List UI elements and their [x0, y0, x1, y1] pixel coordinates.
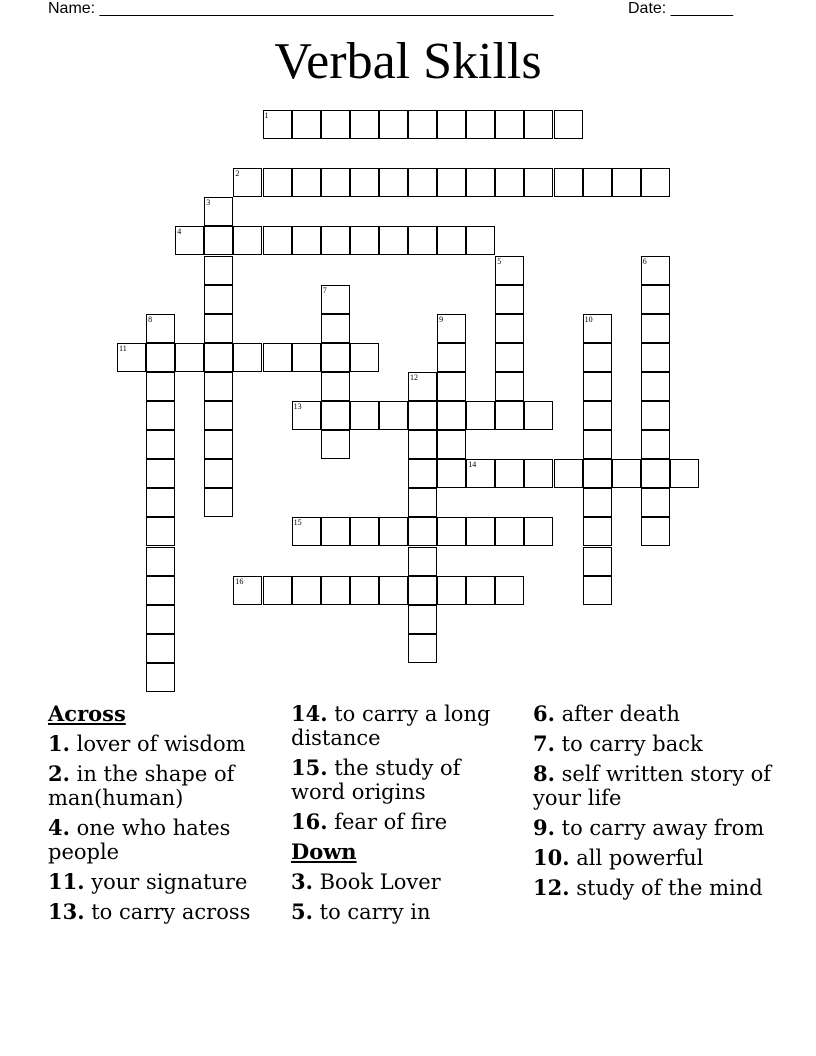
clue-number-9: 9	[439, 314, 444, 324]
grid-cell[interactable]	[321, 343, 350, 372]
clue-number-1: 1	[264, 111, 269, 120]
clue-across-16: 16. fear of fire	[291, 809, 448, 834]
grid-cell[interactable]	[408, 488, 437, 517]
grid-cell[interactable]	[437, 226, 466, 255]
grid-cell[interactable]	[495, 285, 524, 314]
clue-number-6: 6	[642, 256, 647, 266]
grid-cell[interactable]	[292, 110, 321, 139]
grid-cell[interactable]	[263, 576, 292, 605]
grid-cell[interactable]	[204, 285, 233, 314]
grid-cell[interactable]	[350, 576, 379, 605]
clue-column-1	[48, 702, 288, 930]
clue-down-3: 3. Book Lover	[291, 869, 441, 894]
grid-cell[interactable]	[292, 226, 321, 255]
grid-cell[interactable]	[583, 401, 612, 430]
grid-cell[interactable]	[495, 401, 524, 430]
grid-cell[interactable]	[379, 401, 408, 430]
grid-cell[interactable]	[204, 459, 233, 488]
grid-cell[interactable]	[350, 110, 379, 139]
grid-cell[interactable]	[292, 343, 321, 372]
grid-cell[interactable]	[146, 576, 175, 605]
grid-cell[interactable]	[350, 168, 379, 197]
grid-cell[interactable]	[146, 401, 175, 430]
grid-cell[interactable]	[408, 576, 437, 605]
clue-down-9: 9. to carry away from	[533, 815, 765, 840]
grid-cell[interactable]	[146, 517, 175, 546]
grid-cell[interactable]	[437, 372, 466, 401]
grid-cell[interactable]	[350, 401, 379, 430]
grid-cell[interactable]	[495, 459, 524, 488]
grid-cell[interactable]	[554, 110, 583, 139]
grid-cell[interactable]	[612, 459, 641, 488]
grid-cell[interactable]	[641, 517, 670, 546]
clue-number-10: 10	[584, 314, 593, 324]
clue-down-5: 5. to carry in	[291, 899, 431, 924]
clue-down-7: 7. to carry back	[533, 731, 703, 756]
grid-cell[interactable]	[437, 430, 466, 459]
grid-cell[interactable]	[379, 226, 408, 255]
grid-cell[interactable]	[583, 576, 612, 605]
grid-cell[interactable]	[204, 488, 233, 517]
grid-cell[interactable]	[408, 634, 437, 663]
grid-cell[interactable]	[524, 110, 553, 139]
grid-cell[interactable]	[554, 459, 583, 488]
grid-cell[interactable]	[146, 634, 175, 663]
grid-cell[interactable]	[350, 343, 379, 372]
grid-cell[interactable]	[641, 168, 670, 197]
grid-cell[interactable]	[641, 488, 670, 517]
grid-cell[interactable]	[437, 343, 466, 372]
grid-cell[interactable]	[583, 168, 612, 197]
grid-cell[interactable]	[146, 488, 175, 517]
clue-number-13: 13	[293, 402, 302, 411]
grid-cell[interactable]	[641, 459, 670, 488]
grid-cell[interactable]	[583, 459, 612, 488]
clue-column-2	[291, 702, 521, 930]
grid-cell[interactable]	[146, 459, 175, 488]
grid-cell[interactable]	[321, 372, 350, 401]
down-heading: Down	[291, 839, 357, 864]
grid-cell[interactable]	[204, 401, 233, 430]
grid-cell[interactable]	[524, 459, 553, 488]
grid-cell[interactable]	[466, 168, 495, 197]
grid-cell[interactable]	[204, 314, 233, 343]
grid-cell[interactable]	[321, 401, 350, 430]
grid-cell[interactable]	[379, 168, 408, 197]
clue-down-10: 10. all powerful	[533, 845, 704, 870]
grid-cell[interactable]	[321, 430, 350, 459]
grid-cell[interactable]	[437, 576, 466, 605]
grid-cell[interactable]	[321, 314, 350, 343]
grid-cell[interactable]	[292, 576, 321, 605]
clue-down-6: 6. after death	[533, 701, 680, 726]
grid-cell[interactable]	[146, 605, 175, 634]
clue-column-3	[533, 702, 773, 906]
name-field-label: Name: ___________________________________________________	[48, 0, 554, 17]
grid-cell[interactable]	[495, 168, 524, 197]
grid-cell[interactable]	[495, 343, 524, 372]
clue-across-4: 4. one who hates people	[48, 815, 231, 864]
grid-cell[interactable]	[466, 576, 495, 605]
grid-cell[interactable]	[204, 430, 233, 459]
grid-cell[interactable]	[495, 576, 524, 605]
grid-cell[interactable]	[408, 547, 437, 576]
grid-cell[interactable]	[641, 343, 670, 372]
grid-cell[interactable]	[495, 372, 524, 401]
grid-cell[interactable]	[612, 168, 641, 197]
clue-across-15: 15. the study of word origins	[291, 755, 461, 804]
grid-cell[interactable]	[583, 372, 612, 401]
grid-cell[interactable]	[204, 256, 233, 285]
grid-cell[interactable]	[495, 517, 524, 546]
grid-cell[interactable]	[495, 110, 524, 139]
grid-cell[interactable]	[204, 343, 233, 372]
grid-cell[interactable]	[583, 547, 612, 576]
grid-cell[interactable]	[583, 343, 612, 372]
clue-across-14: 14. to carry a long distance	[291, 701, 491, 750]
grid-cell[interactable]	[408, 605, 437, 634]
page-title: Verbal Skills	[274, 33, 542, 90]
grid-cell[interactable]	[466, 226, 495, 255]
grid-cell[interactable]	[437, 110, 466, 139]
grid-cell[interactable]	[408, 401, 437, 430]
grid-cell[interactable]	[437, 517, 466, 546]
grid-cell[interactable]	[466, 401, 495, 430]
clue-across-2: 2. in the shape of man(human)	[48, 761, 235, 810]
grid-cell[interactable]	[408, 517, 437, 546]
grid-cell[interactable]	[350, 226, 379, 255]
grid-cell[interactable]	[321, 517, 350, 546]
grid-cell[interactable]	[146, 343, 175, 372]
grid-cell[interactable]	[146, 372, 175, 401]
grid-cell[interactable]	[321, 576, 350, 605]
grid-cell[interactable]	[233, 226, 262, 255]
grid-cell[interactable]	[554, 168, 583, 197]
grid-cell[interactable]	[321, 110, 350, 139]
grid-cell[interactable]	[495, 314, 524, 343]
grid-cell[interactable]	[321, 226, 350, 255]
clue-number-8: 8	[148, 314, 153, 324]
grid-cell[interactable]	[146, 547, 175, 576]
clue-number-4: 4	[177, 227, 182, 237]
grid-cell[interactable]	[146, 663, 175, 692]
date-field-label: Date: _______	[628, 0, 733, 17]
clue-across-11: 11. your signature	[48, 869, 248, 894]
grid-cell[interactable]	[379, 110, 408, 139]
grid-cell[interactable]	[321, 168, 350, 197]
grid-cell[interactable]	[524, 168, 553, 197]
grid-cell[interactable]	[204, 372, 233, 401]
grid-cell[interactable]	[437, 459, 466, 488]
grid-cell[interactable]	[583, 430, 612, 459]
grid-cell[interactable]	[408, 430, 437, 459]
grid-cell[interactable]	[641, 314, 670, 343]
grid-cell[interactable]	[263, 226, 292, 255]
clue-number-12: 12	[410, 372, 418, 382]
grid-cell[interactable]	[146, 430, 175, 459]
grid-cell[interactable]	[670, 459, 699, 488]
grid-cell[interactable]	[641, 285, 670, 314]
clue-number-11: 11	[119, 343, 127, 353]
grid-cell[interactable]	[641, 430, 670, 459]
clue-number-3: 3	[206, 198, 211, 208]
clue-number-5: 5	[497, 256, 502, 266]
grid-cell[interactable]	[408, 226, 437, 255]
grid-cell[interactable]	[641, 401, 670, 430]
grid-cell[interactable]	[233, 343, 262, 372]
across-heading: Across	[48, 701, 126, 726]
grid-cell[interactable]	[379, 517, 408, 546]
grid-cell[interactable]	[175, 343, 204, 372]
grid-cell[interactable]	[524, 401, 553, 430]
clue-number-15: 15	[293, 518, 302, 528]
grid-cell[interactable]	[379, 576, 408, 605]
grid-cell[interactable]	[292, 168, 321, 197]
grid-cell[interactable]	[524, 517, 553, 546]
clue-number-14: 14	[468, 460, 477, 470]
grid-cell[interactable]	[263, 343, 292, 372]
grid-cell[interactable]	[263, 168, 292, 197]
clue-number-7: 7	[322, 285, 327, 295]
clue-across-1: 1. lover of wisdom	[48, 731, 246, 756]
grid-cell[interactable]	[408, 110, 437, 139]
grid-cell[interactable]	[408, 168, 437, 197]
grid-cell[interactable]	[408, 459, 437, 488]
clue-number-2: 2	[235, 169, 240, 179]
grid-cell[interactable]	[466, 517, 495, 546]
grid-cell[interactable]	[204, 226, 233, 255]
clue-down-8: 8. self written story of your life	[533, 761, 772, 810]
grid-cell[interactable]	[466, 110, 495, 139]
clue-number-16: 16	[235, 576, 244, 586]
clue-across-13: 13. to carry across	[48, 899, 251, 924]
grid-cell[interactable]	[437, 168, 466, 197]
clue-down-12: 12. study of the mind	[533, 875, 763, 900]
grid-cell[interactable]	[641, 372, 670, 401]
grid-cell[interactable]	[583, 517, 612, 546]
grid-cell[interactable]	[583, 488, 612, 517]
grid-cell[interactable]	[350, 517, 379, 546]
grid-cell[interactable]	[437, 401, 466, 430]
